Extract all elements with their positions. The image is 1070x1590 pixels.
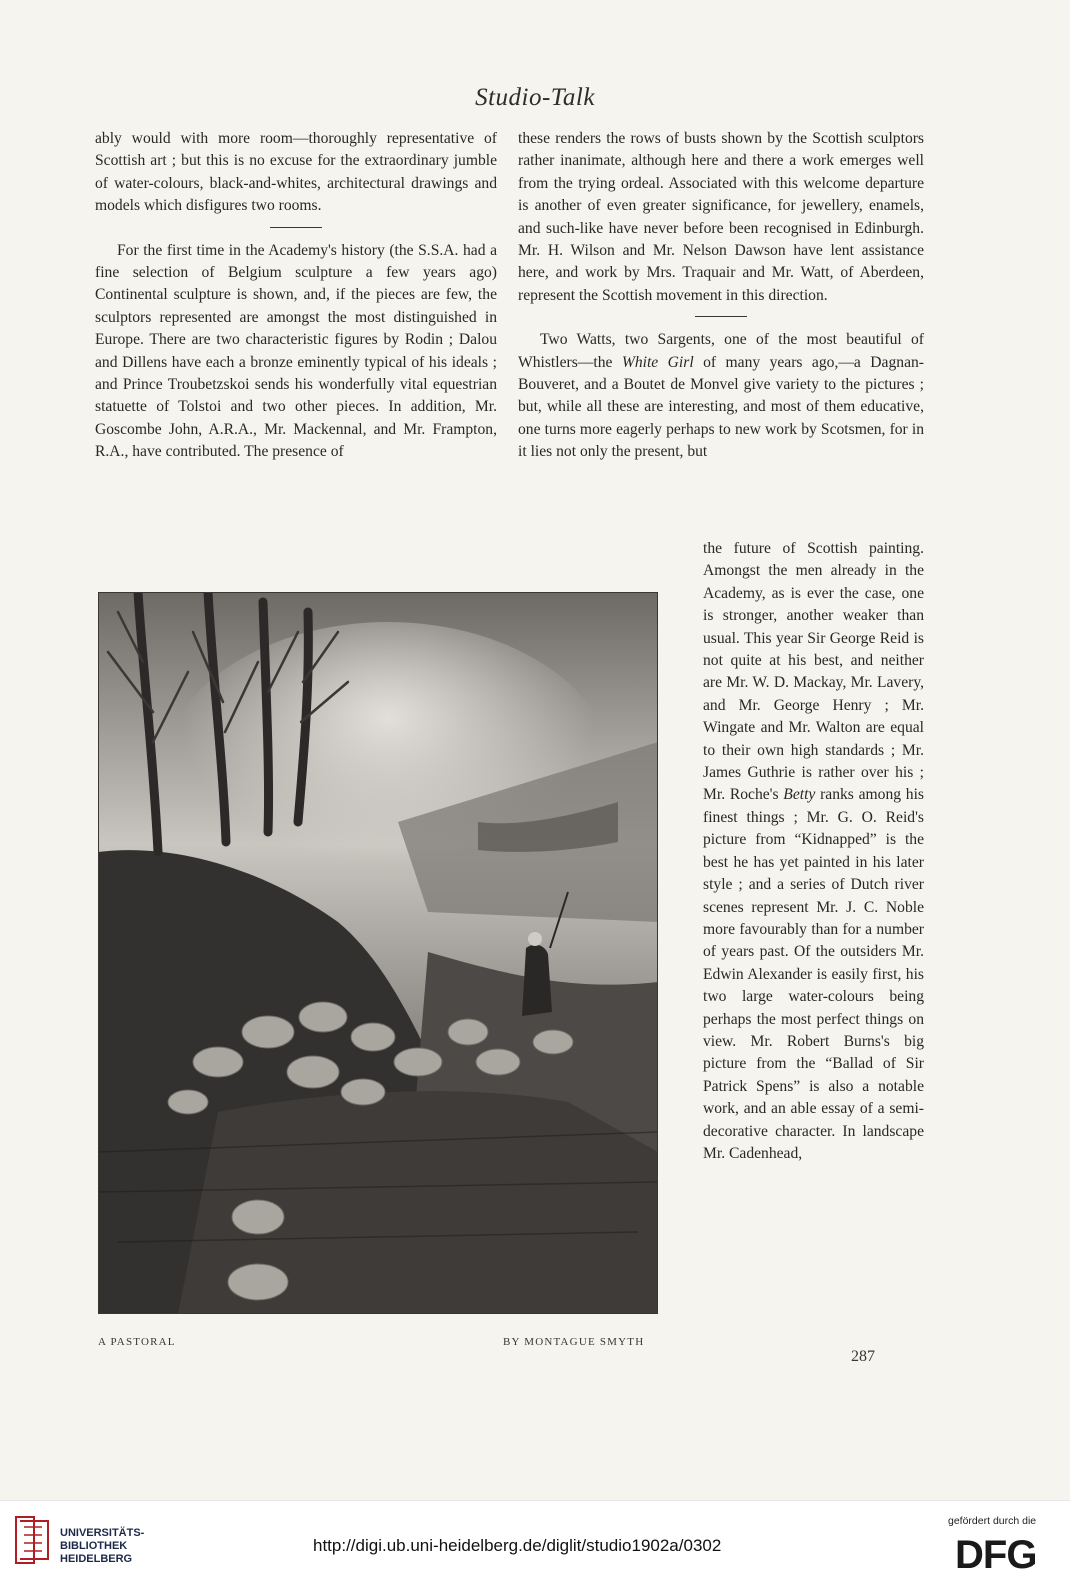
- right-paragraph-1: these renders the rows of busts shown by the Scottish sculptors rather inanimate, although here and there a work emerges well from the trying ordeal. Associated with this welcome departure is another of even greater significance, for jewellery, enamels, and such-like have never before been recognised in Edinburgh. Mr. H. Wilson and Mr. Nelson Dawson have lent assistance here, and work by Mrs. Traquair and Mr. Watt, of Aberdeen, represent the Scottish movement in this direction.: [518, 130, 924, 304]
- illustration-caption-artist: BY MONTAGUE SMYTH: [503, 1336, 645, 1348]
- pastoral-painting-image: [98, 592, 658, 1314]
- section-divider: [695, 316, 747, 317]
- library-emblem-icon: [12, 1511, 54, 1569]
- permalink-url[interactable]: http://digi.ub.uni-heidelberg.de/diglit/studio1902a/0302: [313, 1536, 722, 1555]
- library-name-line-2: BIBLIOTHEK: [60, 1540, 128, 1552]
- right-paragraph-2-text-b: of many years ago,—a Dagnan-Bouveret, and a Boutet de Monvel give variety to the pictures ; but, while all these are interesting, and most of them educative, one turns more eagerly perhaps to new work by Scotsmen, for in it lies not only the present, but: [518, 353, 924, 461]
- university-library-logo[interactable]: [12, 1511, 54, 1574]
- right-paragraph-2-text-a: Two Watts, two Sargents, one of the most beautiful of Whistlers—the: [518, 331, 924, 371]
- left-column: [95, 128, 497, 464]
- left-paragraph-1: ably would with more room—thoroughly representative of Scottish art ; but this is no excuse for the extraordinary jumble of water-colours, black-and-whites, architectural drawings and models which disfigures two rooms.: [95, 130, 497, 215]
- dfg-logo[interactable]: DFG: [955, 1533, 1037, 1577]
- right-column: [518, 128, 924, 464]
- library-name-line-1: UNIVERSITÄTS-: [60, 1527, 145, 1539]
- illustration-caption-title: A PASTORAL: [98, 1336, 176, 1348]
- funding-note: gefördert durch die: [948, 1515, 1037, 1527]
- narrow-paragraph: [703, 538, 924, 1165]
- right-column-narrow: [703, 538, 924, 1165]
- running-head: Studio-Talk: [475, 84, 595, 111]
- left-paragraph-2: For the first time in the Academy's history (the S.S.A. had a fine selection of Belgium sculpture a few years ago) Continental sculpture is shown, and, if the pieces are few, the sculptors represented are amongst the most distinguished in Europe. There are two characteristic figures by Rodin ; Dalou and Dillens have each a bronze eminently typical of his ideals ; and Prince Troubetzskoi sends his wonderfully vital equestrian statuette of Tolstoi and two other pieces. In addition, Mr. Goscombe John, A.R.A., Mr. Mackennal, and Mr. Frampton, R.A., have contributed. The presence of: [95, 241, 497, 461]
- artwork-title-betty: Betty: [783, 786, 816, 804]
- narrow-text-a: the future of Scottish painting. Amongst the men already in the Academy, as is ever the case, one is stronger, another weaker than usual. This year Sir George Reid is not quite at his best, and neither are Mr. W. D. Mackay, Mr. Lavery, and Mr. George Henry ; Mr. Wingate and Mr. Walton are equal to their own high standards ; Mr. James Guthrie is rather over his ; Mr. Roche's: [703, 540, 924, 804]
- page-number: 287: [851, 1348, 875, 1365]
- narrow-text-b: ranks among his finest things ; Mr. G. O. Reid's picture from “Kidnapped” is the best he has yet painted in his later style ; and a series of Dutch river scenes represent Mr. J. C. Noble more favourably than for a number of years past. Of the outsiders Mr. Edwin Alexander is easily first, his two large water-colours being perhaps the most perfect things on view. Mr. Robert Burns's big picture from the “Ballad of Sir Patrick Spens” is also a notable work, and an able essay of a semi-decorative character. In landscape Mr. Cadenhead,: [703, 786, 924, 1162]
- library-name-line-3: HEIDELBERG: [60, 1553, 133, 1565]
- pastoral-illustration: [98, 592, 658, 1314]
- library-name: [60, 1527, 144, 1566]
- digitization-footer: [0, 1500, 1070, 1590]
- right-paragraph-2: [518, 329, 924, 463]
- artwork-title-white-girl: White Girl: [621, 353, 694, 371]
- section-divider: [270, 227, 322, 228]
